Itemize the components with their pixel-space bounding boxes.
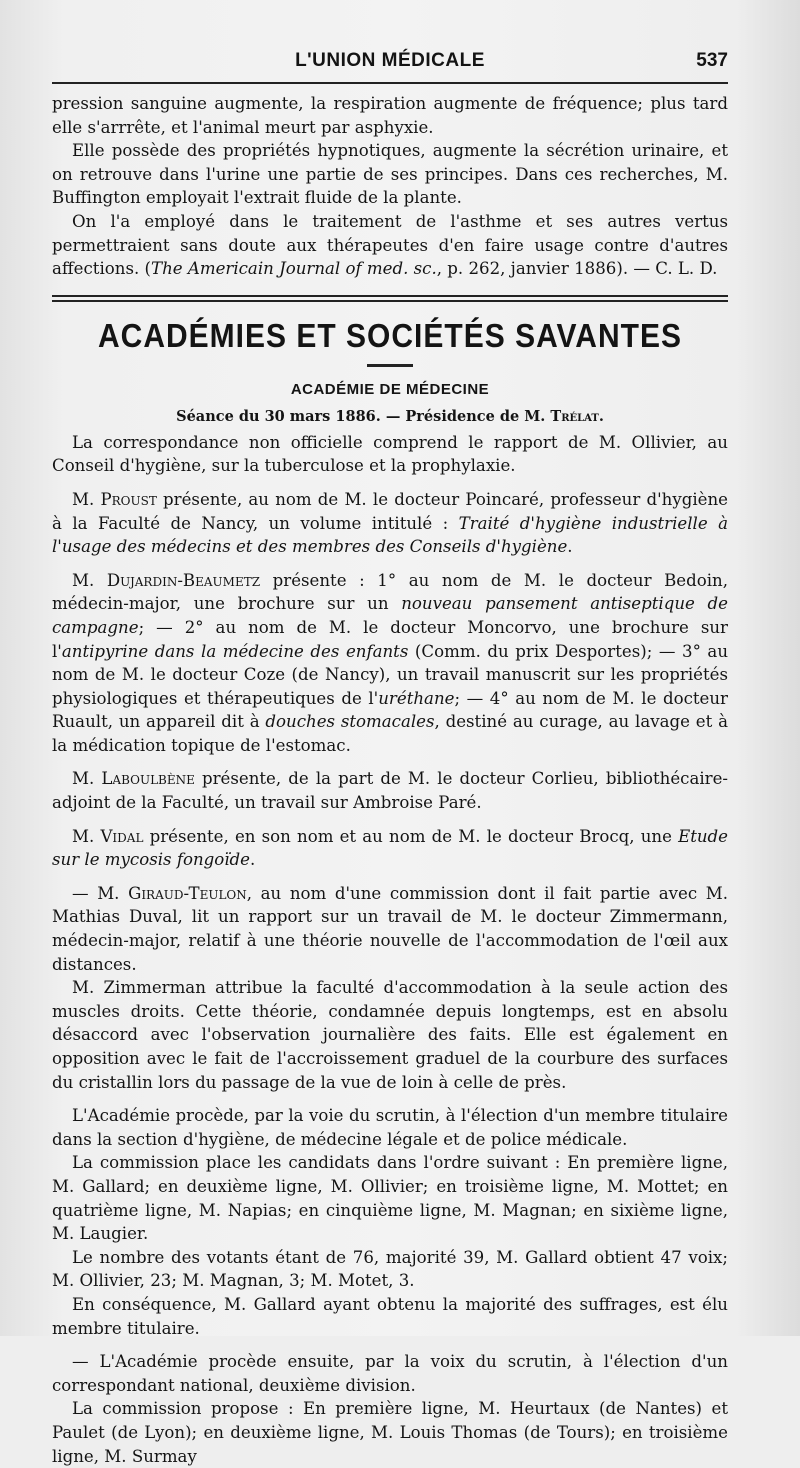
paragraph: M. Laboulbène présente, de la part de M. le docteur Corlieu, bibliothécaire-adjoint de la Faculté, un travail sur Ambroise Paré. <box>52 769 728 813</box>
book-title: Traité d'hygiène industrielle à l'usage des médecins et des membres des Conseils d'hygiène <box>52 513 728 557</box>
paragraph: Le nombre des votants étant de 76, majorité 39, M. Gallard obtient 47 voix; M. Ollivier, 23; M. Magnan, 3; M. Motet, 3. <box>52 1247 728 1291</box>
paragraph: — M. Giraud-Teulon, au nom d'une commission dont il fait partie avec M. Mathias Duval, lit un rapport sur un travail de M. le docteur Zimmermann, médecin-major, relatif à une théorie nouvelle de l'accommodation de l'œil aux distances. <box>52 883 728 974</box>
speaker-name: Vidal <box>100 826 144 846</box>
title-underline <box>367 364 413 367</box>
paragraph: L'Académie procède, par la voie du scrutin, à l'élection d'un membre titulaire dans la section d'hygiène, de médecine légale et de police médicale. <box>52 1106 728 1149</box>
book-title: Etude sur le mycosis fongoïde <box>52 826 728 870</box>
speaker-name: Laboulbène <box>101 769 195 789</box>
journal-citation: The Americain Journal of med. sc. <box>151 259 437 279</box>
section-divider <box>52 295 728 302</box>
paragraph: La commission place les candidats dans l'ordre suivant : En première ligne, M. Gallard; en deuxième ligne, M. Ollivier; en troisième ligne, M. Mottet; en quatrième ligne, M. Napias; en cinquième ligne, M. Magnan; en sixième ligne, M. Laugier. <box>52 1153 728 1244</box>
running-header <box>52 46 728 80</box>
subsection-title: ACADÉMIE DE MÉDECINE <box>290 380 490 398</box>
paragraph: La commission propose : En première ligne, M. Heurtaux (de Nantes) et Paulet (de Lyon); en deuxième ligne, M. Louis Thomas (de Tours); en troisième ligne, M. Surmay <box>52 1399 728 1466</box>
italic-term: uréthane <box>378 688 455 708</box>
speaker-name: Giraud-Teulon <box>128 883 247 903</box>
speaker-name: Dujardin-Beaumetz <box>106 570 261 590</box>
paragraph: M. Zimmerman attribue la faculté d'accommodation à la seule action des muscles droits. Cette théorie, condamnée depuis longtemps, est en absolu désaccord avec l'observation journalière des faits. Elle est également en opposition avec le fait de l'accroissement graduel de la courbure des surfaces du cristallin lors du passage de la vue de loin à celle de près. <box>52 978 728 1092</box>
paragraph: On l'a employé dans le traitement de l'asthme et ses autres vertus permettraient sans doute aux thérapeutes d'en faire usage contre d'autres affections. (The Americain Journal of med. sc., p. 262, janvier 1886). — C. L. D. <box>52 211 728 279</box>
president-name: Trélat <box>550 407 599 425</box>
paragraph: En conséquence, M. Gallard ayant obtenu la majorité des suffrages, est élu membre titulaire. <box>52 1294 728 1338</box>
paragraph: La correspondance non officielle comprend le rapport de M. Ollivier, au Conseil d'hygiène, sur la tuberculose et la prophylaxie. <box>52 432 728 476</box>
paragraph: — L'Académie procède ensuite, par la voix du scrutin, à l'élection d'un correspondant national, deuxième division. <box>52 1352 728 1395</box>
paragraph: pression sanguine augmente, la respiration augmente de fréquence; plus tard elle s'arrrête, et l'animal meurt par asphyxie. <box>52 94 728 137</box>
paragraph: Elle possède des propriétés hypnotiques, augmente la sécrétion urinaire, et on retrouve dans l'urine une partie de ses principes. Dans ces recherches, M. Buffington employait l'extrait fluide de la plante. <box>52 141 728 208</box>
italic-term: antipyrine dans la médecine des enfants <box>61 641 409 661</box>
paragraph: M. Dujardin-Beaumetz présente : 1° au nom de M. le docteur Bedoin, médecin-major, une brochure sur un nouveau pansement antiseptique de campagne; — 2° au nom de M. le docteur Moncorvo, une brochure sur l'antipyrine dans la médecine des enfants (Comm. du prix Desportes); — 3° au nom de M. le docteur Coze (de Nancy), un travail manuscrit sur les propriétés physiologiques et thérapeutiques de l'uréthane; — 4° au nom de M. le docteur Ruault, un appareil dit à douches stomacales, destiné au curage, au lavage et à la médication topique de l'estomac. <box>52 570 729 755</box>
italic-term: douches stomacales <box>265 712 435 732</box>
journal-title: L'UNION MÉDICALE <box>295 50 485 71</box>
header-rule <box>52 82 728 84</box>
speaker-name: Proust <box>100 489 157 509</box>
paragraph: M. Proust présente, au nom de M. le docteur Poincaré, professeur d'hygiène à la Faculté de Nancy, un volume intitulé : Traité d'hygiène industrielle à l'usage des médecins et des membres des Conseils d'hygiène. <box>52 489 728 557</box>
page-number: 537 <box>696 50 728 71</box>
section-title: ACADÉMIES ET SOCIÉTÉS SAVANTES <box>98 318 682 355</box>
session-line: Séance du 30 mars 1886. — Présidence de M. Trélat. <box>176 407 604 425</box>
paragraph: M. Vidal présente, en son nom et au nom de M. le docteur Brocq, une Etude sur le mycosis fongoïde. <box>52 826 728 870</box>
italic-term: nouveau pansement antiseptique de campagne <box>52 594 728 637</box>
